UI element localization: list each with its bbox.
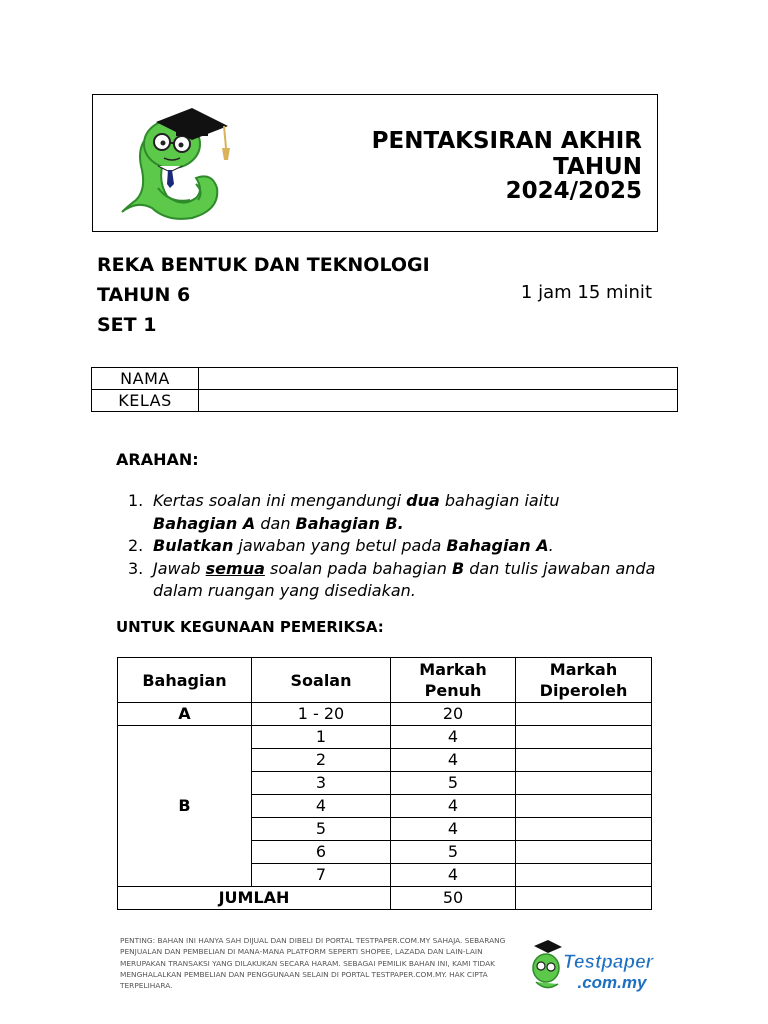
markah-cell: 4 [391, 795, 516, 818]
instruction-number: 2. [128, 536, 144, 555]
name-field[interactable] [199, 368, 678, 390]
logo-text-line1: Testpaper [562, 952, 654, 973]
total-diperoleh[interactable] [516, 887, 652, 910]
subject-year: TAHUN 6 [97, 284, 191, 306]
instruction-item [128, 535, 668, 558]
diperoleh-cell[interactable] [516, 841, 652, 864]
instruction-text: Bulatkan jawaban yang betul pada Bahagian A. [153, 536, 554, 555]
logo-text-line2: .com.my [577, 973, 647, 992]
exam-year: 2024/2025 [505, 178, 642, 204]
markah-cell: 4 [391, 864, 516, 887]
testpaper-logo [528, 934, 654, 998]
soalan-cell: 4 [252, 795, 391, 818]
diperoleh-cell[interactable] [516, 772, 652, 795]
total-row [118, 887, 652, 910]
soalan-cell: 7 [252, 864, 391, 887]
soalan-cell: 6 [252, 841, 391, 864]
diperoleh-cell[interactable] [516, 864, 652, 887]
instructions-list [128, 490, 668, 603]
header-bahagian: Bahagian [118, 658, 252, 703]
header-soalan: Soalan [252, 658, 391, 703]
instruction-number: 1. [128, 491, 144, 510]
markah-cell: 5 [391, 772, 516, 795]
instruction-item [128, 490, 668, 535]
soalan-cell: 3 [252, 772, 391, 795]
instruction-text: Jawab semua soalan pada bahagian B dan tulis jawaban anda dalam ruangan yang disediakan. [153, 558, 656, 600]
diperoleh-cell[interactable] [516, 795, 652, 818]
markah-cell: 4 [391, 726, 516, 749]
marks-header-row [118, 658, 652, 703]
exam-duration: 1 jam 15 minit [520, 282, 652, 303]
marks-table [117, 657, 652, 910]
class-field[interactable] [199, 390, 678, 412]
section-b-label: B [118, 726, 252, 887]
markah-cell: 4 [391, 818, 516, 841]
subject-name: REKA BENTUK DAN TEKNOLOGI [97, 254, 430, 276]
total-label: JUMLAH [118, 887, 391, 910]
soalan-cell: 5 [252, 818, 391, 841]
total-markah: 50 [391, 887, 516, 910]
section-a-soalan: 1 - 20 [252, 703, 391, 726]
section-a-diperoleh[interactable] [516, 703, 652, 726]
diperoleh-cell[interactable] [516, 818, 652, 841]
instruction-number: 3. [128, 558, 144, 578]
name-label: NAMA [92, 368, 199, 390]
instructions-title: ARAHAN: [116, 450, 199, 469]
diperoleh-cell[interactable] [516, 749, 652, 772]
instruction-text: Kertas soalan ini mengandungi dua bahagian iaitu Bahagian A dan Bahagian B. [153, 491, 560, 533]
section-a-label: A [118, 703, 252, 726]
header-markah-penuh: Markah Penuh [391, 658, 516, 703]
table-row [118, 703, 652, 726]
class-label: KELAS [92, 390, 199, 412]
subject-set: SET 1 [97, 314, 157, 336]
soalan-cell: 1 [252, 726, 391, 749]
exam-title: PENTAKSIRAN AKHIR TAHUN [371, 128, 642, 180]
soalan-cell: 2 [252, 749, 391, 772]
name-row [92, 368, 678, 390]
class-row [92, 390, 678, 412]
student-info-table [91, 367, 678, 412]
header-markah-diperoleh: Markah Diperoleh [516, 658, 652, 703]
table-row [118, 726, 652, 749]
markah-cell: 5 [391, 841, 516, 864]
section-a-markah: 20 [391, 703, 516, 726]
instruction-item [128, 558, 668, 603]
examiner-title: UNTUK KEGUNAAN PEMERIKSA: [116, 618, 384, 636]
copyright-notice: PENTING: BAHAN INI HANYA SAH DIJUAL DAN DIBELI DI PORTAL TESTPAPER.COM.MY SAHAJA. SEBARANG PENJUALAN DAN PEMBELIAN DI MANA-MANA PLATFORM SEPERTI SHOPEE, LAZADA DAN LAIN-LAIN MERUPAKAN TRANSAKSI YANG DILAKUKAN SECARA HARAM. SEBAGAI PEMILIK BAHAN INI, KAMI TIDAK MENGHALALKAN PEMBELIAN DAN PENGGUNAAN SELAIN DI PORTAL TESTPAPER.COM.MY. HAK CIPTA TERPELIHARA. [120, 936, 506, 991]
diperoleh-cell[interactable] [516, 726, 652, 749]
markah-cell: 4 [391, 749, 516, 772]
mascot-logo [112, 100, 237, 225]
